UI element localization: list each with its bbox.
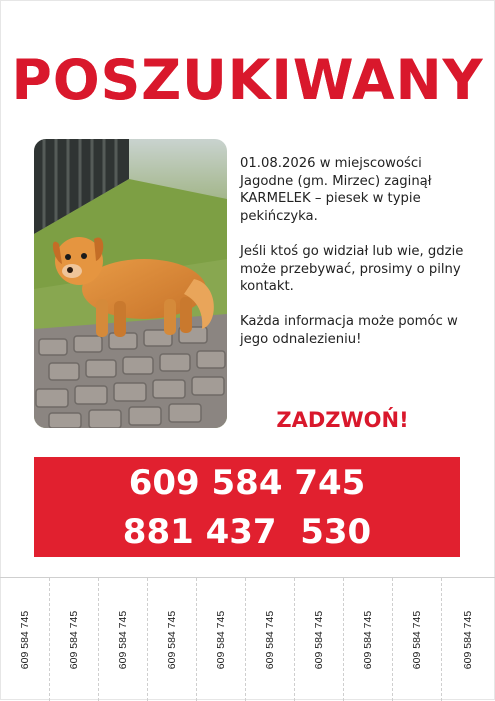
phone-band: [34, 457, 460, 557]
tear-off-tab[interactable]: [98, 578, 148, 701]
tear-off-phone: 609 584 745: [410, 610, 423, 669]
tear-off-tab[interactable]: [196, 578, 246, 701]
tear-off-tab[interactable]: [49, 578, 99, 701]
tear-off-phone: 609 584 745: [263, 610, 276, 669]
tear-off-tab[interactable]: [147, 578, 197, 701]
phone-number[interactable]: 881 437 530: [122, 512, 372, 552]
tear-off-phone: 609 584 745: [18, 610, 31, 669]
phone-number[interactable]: 609 584 745: [128, 463, 366, 503]
description-paragraph: Każda informacja może pomóc w jego odnalezieniu!: [240, 314, 458, 347]
description-paragraph: 01.08.2026 w miejscowości Jagodne (gm. Mirzec) zaginął KARMELEK – piesek w typie pekińczyka.: [240, 156, 432, 224]
tear-off-tab[interactable]: [441, 578, 494, 701]
tear-off-phone: 609 584 745: [312, 610, 325, 669]
tear-off-tabs: [0, 577, 495, 701]
tear-off-phone: 609 584 745: [214, 610, 227, 669]
tear-off-phone: 609 584 745: [67, 610, 80, 669]
description-paragraph: Jeśli ktoś go widział lub wie, gdzie może przebywać, prosimy o pilny kontakt.: [240, 243, 464, 295]
tear-off-phone: 609 584 745: [361, 610, 374, 669]
tear-off-tab[interactable]: [0, 578, 50, 701]
description: [240, 155, 465, 366]
tear-off-phone: 609 584 745: [165, 610, 178, 669]
poster-title: POSZUKIWANY: [11, 48, 484, 112]
dog-photo: [34, 139, 227, 428]
tear-off-tab[interactable]: [343, 578, 393, 701]
tear-off-phone: 609 584 745: [116, 610, 129, 669]
call-label: ZADZWOŃ!: [276, 408, 409, 432]
tear-off-tab[interactable]: [294, 578, 344, 701]
tear-off-tab[interactable]: [392, 578, 442, 701]
tear-off-tab[interactable]: [245, 578, 295, 701]
tear-off-phone: 609 584 745: [461, 610, 474, 669]
